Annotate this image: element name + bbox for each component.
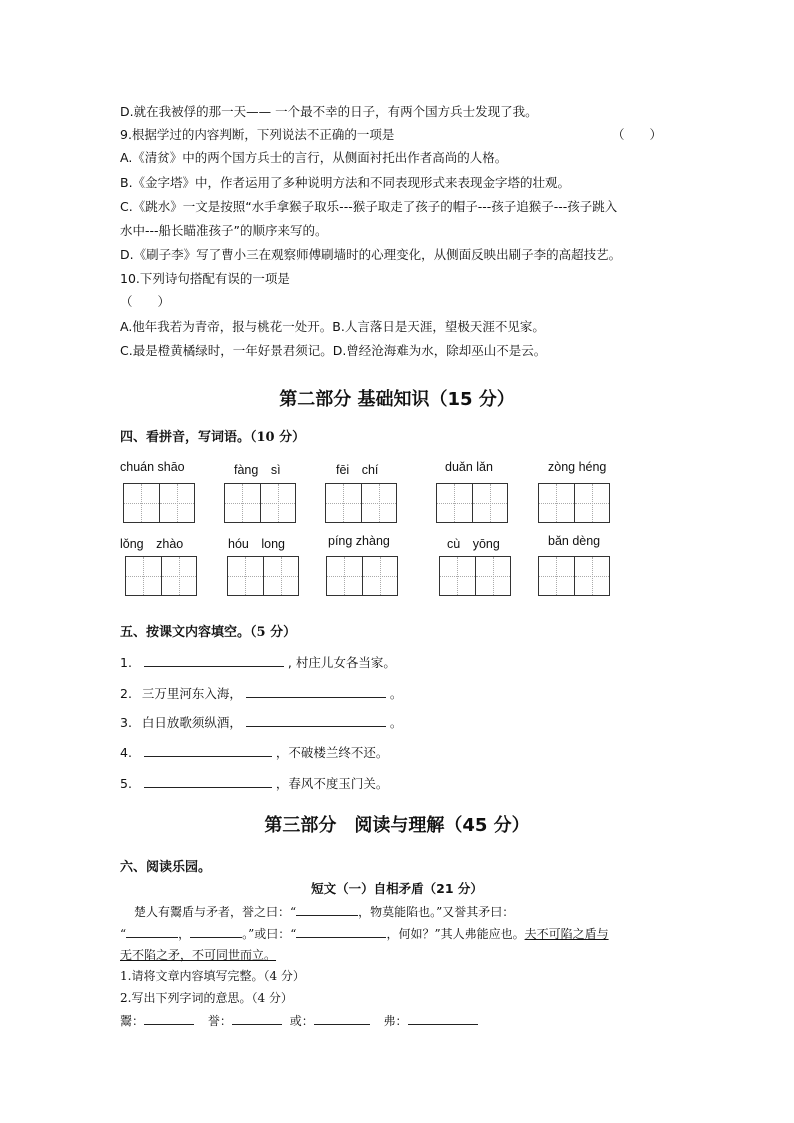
q9-answer-paren[interactable]: （ ） <box>612 127 663 142</box>
fill-item-4 <box>120 744 388 761</box>
q9-option-b: B.《金字塔》中，作者运用了多种说明方法和不同表现形式来表现金字塔的壮观。 <box>120 175 571 190</box>
fill-item-1 <box>120 654 396 671</box>
pinyin-5: zòng héng <box>548 460 607 474</box>
word-blank[interactable] <box>408 1012 478 1025</box>
q10-stem: 10.下列诗句搭配有误的一项是 <box>120 271 290 286</box>
pinyin-10: bǎn dèng <box>548 534 601 548</box>
tianzige-box[interactable] <box>538 556 610 596</box>
article-title: 短文（一）自相矛盾（21 分） <box>311 881 483 896</box>
fill-item-5-num: 5. <box>120 776 132 791</box>
article-comma: ， <box>178 927 191 941</box>
fill-blank[interactable] <box>246 714 386 727</box>
article-line-2c: 。”或曰：“ <box>242 927 297 941</box>
word-2-label: 誉： <box>207 1014 232 1028</box>
q9-option-c-line1: C.《跳水》一文是按照“水手拿猴子取乐---猴子取走了孩子的帽子---孩子追猴子---孩子跳入 <box>120 199 618 214</box>
fill-item-1-num: 1. <box>120 655 132 670</box>
fill-blank[interactable] <box>246 685 386 698</box>
part3-title: 第三部分 阅读与理解（45 分） <box>264 815 530 836</box>
fill-item-3 <box>120 714 402 731</box>
fill-item-3-num: 3. <box>120 715 132 730</box>
fill-blank[interactable] <box>144 654 284 667</box>
tianzige-box[interactable] <box>227 556 299 596</box>
tianzige-box[interactable] <box>325 483 397 523</box>
tianzige-box[interactable] <box>436 483 508 523</box>
part2-title: 第二部分 基础知识（15 分） <box>279 389 515 410</box>
fill-blank[interactable] <box>144 744 272 757</box>
fill-item-1-text: , 村庄儿女各当家。 <box>287 655 396 670</box>
fill-blank[interactable] <box>144 775 272 788</box>
article-line-3: 无不陷之矛，不可同世而立。 <box>120 948 277 962</box>
word-blank[interactable] <box>314 1012 370 1025</box>
tianzige-box[interactable] <box>224 483 296 523</box>
q9-option-a: A.《清贫》中的两个国方兵士的言行，从侧面衬托出作者高尚的人格。 <box>120 150 508 165</box>
pinyin-7: hóu long <box>228 537 285 551</box>
word-blank[interactable] <box>144 1012 194 1025</box>
sec6-q2: 2.写出下列字词的意思。（4 分） <box>120 991 293 1005</box>
article-line-2d: ，何如？”其人弗能应也。 <box>386 927 525 941</box>
tianzige-box[interactable] <box>439 556 511 596</box>
sec6-title: 六、阅读乐园。 <box>120 860 212 875</box>
fill-item-5-text: ，春风不度玉门关。 <box>275 776 389 791</box>
fill-item-2-end: 。 <box>389 686 403 701</box>
q10-answer-paren[interactable]: （ ） <box>120 294 171 309</box>
sec4-title: 四、看拼音，写词语。（10 分） <box>120 430 306 445</box>
pinyin-4: duǎn lǎn <box>445 460 493 474</box>
pinyin-6: lǒng zhào <box>120 537 184 551</box>
word-meaning-row <box>120 1012 478 1029</box>
pinyin-8: píng zhàng <box>328 534 390 548</box>
word-3-label: 或： <box>289 1014 314 1028</box>
word-1-label: 鬻： <box>120 1014 145 1028</box>
fill-item-2 <box>120 685 402 702</box>
article-line-1 <box>134 903 514 920</box>
word-blank[interactable] <box>232 1012 282 1025</box>
fill-item-2-num: 2. <box>120 686 132 701</box>
q9-option-d: D.《刷子李》写了曹小三在观察师傅刷墙时的心理变化，从侧面反映出刷子李的高超技艺。 <box>120 247 622 262</box>
q9-stem: 9.根据学过的内容判断，下列说法不正确的一项是 <box>120 127 395 142</box>
fill-item-3-text: 白日放歌须纵酒， <box>141 715 242 730</box>
article-blank[interactable] <box>296 925 386 938</box>
fill-item-5 <box>120 775 388 792</box>
q10-options-ab: A.他年我若为青帝，报与桃花一处开。B.人言落日是天涯，望极天涯不见家。 <box>120 319 545 334</box>
pinyin-1: chuán shāo <box>120 460 185 474</box>
article-blank[interactable] <box>296 903 358 916</box>
q10-options-cd: C.最是橙黄橘绿时，一年好景君须记。D.曾经沧海难为水，除却巫山不是云。 <box>120 343 547 358</box>
tianzige-box[interactable] <box>326 556 398 596</box>
word-4-label: 弗： <box>383 1014 408 1028</box>
fill-item-4-num: 4. <box>120 745 132 760</box>
fill-item-4-text: ，不破楼兰终不还。 <box>275 745 389 760</box>
tianzige-box[interactable] <box>125 556 197 596</box>
tianzige-box[interactable] <box>123 483 195 523</box>
fill-item-2-text: 三万里河东入海， <box>141 686 242 701</box>
fill-item-3-end: 。 <box>389 715 403 730</box>
pinyin-2: fàng sì <box>234 463 281 477</box>
article-underlined-1: 夫不可陷之盾与 <box>524 927 609 941</box>
article-line-1b: ，物莫能陷也。”又誉其矛曰： <box>358 905 515 919</box>
sec5-title: 五、按课文内容填空。（5 分） <box>120 625 297 640</box>
q8-option-d: D.就在我被俘的那一天—— 一个最不幸的日子，有两个国方兵士发现了我。 <box>120 104 538 119</box>
article-quote-open: “ <box>120 927 127 941</box>
q9-option-c-line2: 水中---船长瞄准孩子”的顺序来写的。 <box>120 223 328 238</box>
pinyin-3: fēi chí <box>336 463 379 477</box>
sec6-q1: 1.请将文章内容填写完整。（4 分） <box>120 969 305 983</box>
article-line-1a: 楚人有鬻盾与矛者，誉之曰：“ <box>134 905 297 919</box>
article-blank[interactable] <box>190 925 242 938</box>
tianzige-box[interactable] <box>538 483 610 523</box>
article-line-2 <box>120 925 609 942</box>
article-blank[interactable] <box>126 925 178 938</box>
pinyin-9: cù yōng <box>447 537 500 551</box>
